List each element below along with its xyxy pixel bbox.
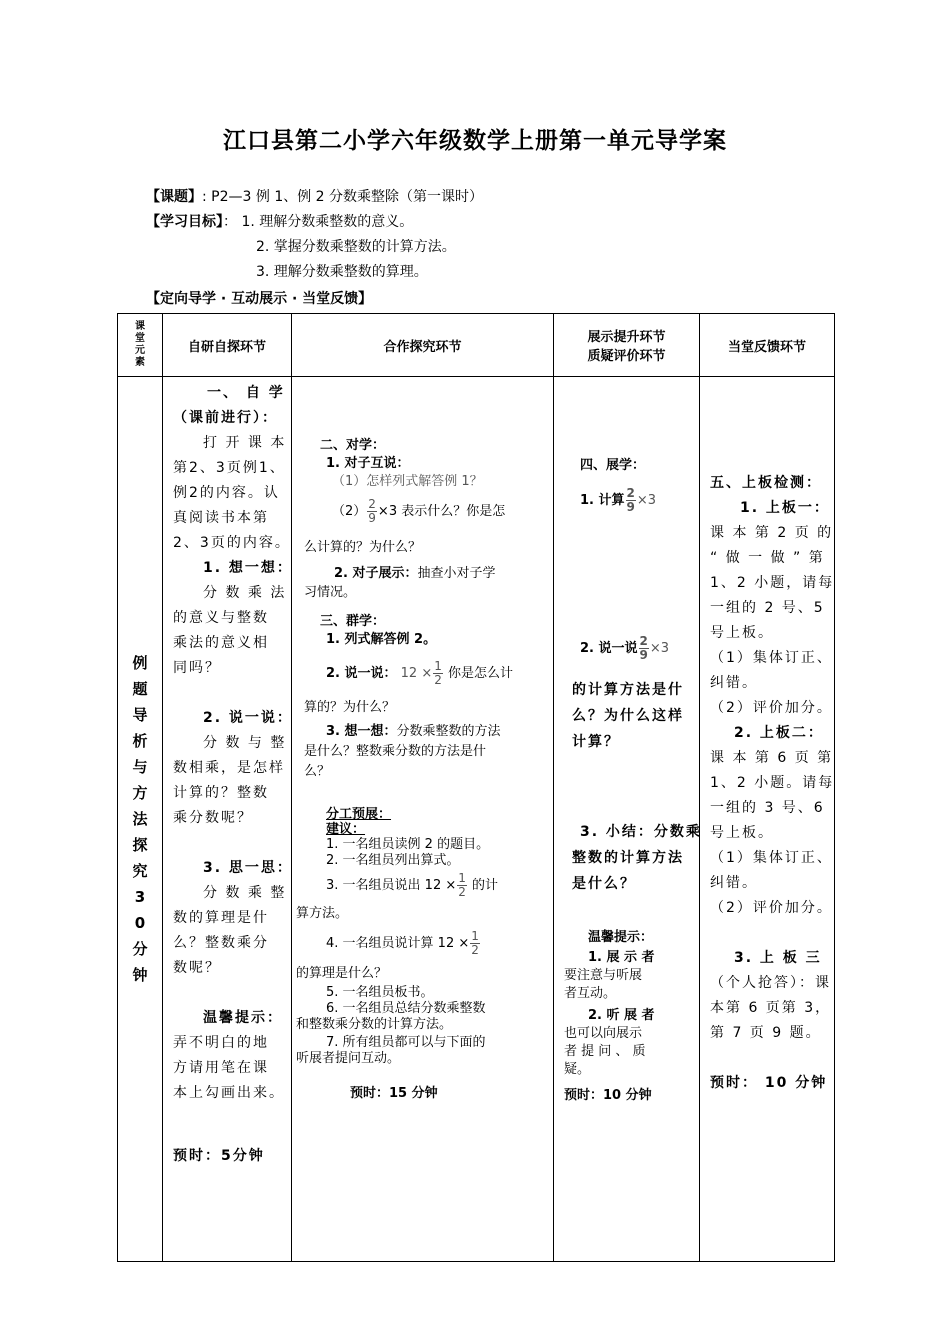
feedback-line: 课 本 第 6 页 第 [710,750,834,766]
self-study-line: 例2的内容。认 [173,485,280,501]
display-tip-1: 1. 展 示 者 [588,950,655,965]
col-cooperative-content [292,377,553,1261]
division-title: 分工预展： [326,807,392,822]
self-study-line: （课前进行）： [173,410,278,426]
step-6: 6. 一名组员总结分数乘整数 [326,1001,486,1016]
fraction-two-ninths: $\frac{2}{9}$ [368,497,376,525]
step-7-cont: 听展者提问互动。 [296,1051,401,1066]
col-display-content [554,377,702,1261]
header-class-elements: 课堂元素 [118,314,163,377]
display-heading: 四、展学： [580,458,646,473]
self-study-line: 计算的？整数 [173,785,269,801]
self-study-line: 分 数 乘 整 [203,885,287,901]
col-feedback-content [700,377,834,1261]
header-feedback: 当堂反馈环节 [700,314,835,377]
col-cooperative [292,377,554,1262]
self-study-line: 弄不明白的地 [173,1035,269,1051]
display-item-3: 3. 小结：分数乘 [580,824,702,840]
header-display-line2: 质疑评价环节 [587,349,666,364]
topic-line [146,187,483,207]
self-study-line: 乘分数呢？ [173,810,253,826]
goal-2: 2. 掌握分数乘整数的计算方法。 [256,239,456,255]
display-item-3-c2: 是什么？ [572,876,636,892]
feedback-line: 2. 上板二： [734,725,824,741]
display-item-2-c2: 么？为什么这样 [572,708,684,724]
feedback-line: 纠错。 [710,875,758,891]
question-2: （2） $\frac{2}{9}$ ×3 表示什么？你是怎 [332,497,506,525]
col-display [554,377,700,1262]
self-study-line: 一、 自 学 [207,385,285,401]
step-3: 3. 一名组员说出 12 × $\frac{1}{2}$ 的计 [326,871,499,899]
table-header-row [118,314,835,377]
self-study-line: 的意义与整数 [173,610,269,626]
display-item-3-c1: 整数的计算方法 [572,850,684,866]
self-study-line: 温馨提示： [203,1010,283,1026]
group-item-3: 3. 想一想：分数乘整数的方法 [326,724,501,739]
display-tip-heading: 温馨提示： [588,930,654,945]
fraction-half: $\frac{1}{2}$ [471,929,479,957]
header-display-line1: 展示提升环节 [587,330,666,345]
feedback-line: 纠错。 [710,675,758,691]
fraction-two-ninths: $\frac{2}{9}$ [639,634,648,662]
fraction-half: $\frac{1}{2}$ [458,871,466,899]
feedback-line: 号上板。 [710,625,774,641]
question-2-cont: 么计算的？为什么？ [304,540,422,555]
display-item-2-c3: 计算？ [572,734,620,750]
row-label-text: 例题导析与方法探究30分钟 [132,654,148,984]
topic-value: : P2—3 例 1、例 2 分数乘整除（第一课时） [202,189,484,205]
group-item-3-cont1: 是什么？整数乘分数的方法是什 [304,744,487,759]
pair-show: 2. 对子展示：抽查小对子学 [334,566,496,581]
self-study-line: 2. 说一说： [203,710,293,726]
feedback-line: 第 7 页 9 题。 [710,1025,822,1041]
feedback-line: （个人抢答）：课 [710,975,831,991]
self-study-line: 方请用笔在课 [173,1060,269,1076]
group-item-2-cont: 算的？为什么？ [304,700,396,715]
self-study-line: 同吗？ [173,660,221,676]
header-display [554,314,700,377]
fraction-half: $\frac{1}{2}$ [434,659,442,687]
display-tip-2: 2. 听 展 者 [588,1008,655,1023]
self-study-line: 3. 思一思： [203,860,293,876]
self-study-line: 分 数 与 整 [203,735,287,751]
self-study-line: 数的算理是什 [173,910,269,926]
goals-line-1 [146,212,413,232]
display-item-2: 2. 说一说 $\frac{2}{9}$ ×3 [580,634,670,662]
feedback-line: 本第 6 页第 3， [710,1000,832,1016]
feedback-line: 一组的 3 号、6 [710,800,825,816]
step-4-cont: 的算理是什么？ [296,966,388,981]
step-7: 7. 所有组员都可以与下面的 [326,1035,486,1050]
step-5: 5. 一名组员板书。 [326,985,434,1000]
pair-study-heading: 二、对学： [320,438,386,453]
display-item-1: 1. 计算 $\frac{2}{9}$ ×3 [580,486,657,514]
goals-label: 【学习目标】 [146,214,223,230]
display-tip-2-c2: 者 提 问 、 质 [564,1044,646,1059]
section-label: 【定向导学 · 互动展示 · 当堂反馈】 [146,291,373,307]
doc-title: 江口县第二小学六年级数学上册第一单元导学案 [223,128,727,154]
self-study-line: 数相乘，是怎样 [173,760,285,776]
display-tip-2-c3: 疑。 [564,1062,591,1077]
self-study-line: 数呢？ [173,960,221,976]
row-label [118,377,163,1262]
fraction-two-ninths: $\frac{2}{9}$ [626,486,635,514]
feedback-line: 五、上板检测： [710,475,822,491]
feedback-line: （2）评价加分。 [710,700,833,716]
display-tip-1-c1: 要注意与听展 [564,968,643,983]
topic-label: 【课题】 [146,189,202,205]
self-study-line: 打 开 课 本 [203,435,287,451]
step-6-cont: 和整数乘分数的计算方法。 [296,1017,453,1032]
feedback-line: 1. 上板一： [740,500,830,516]
feedback-line: 1、2 小题，请每 [710,575,835,591]
feedback-line: 号上板。 [710,825,774,841]
display-tip-1-c2: 者互动。 [564,986,617,1001]
header-cooperative: 合作探究环节 [292,314,554,377]
feedback-line: 1、2 小题。请每 [710,775,835,791]
feedback-line: 课 本 第 2 页 的 [710,525,834,541]
goal-1: ： 1. 理解分数乘整数的意义。 [223,214,414,230]
display-item-2-c1: 的计算方法是什 [572,682,684,698]
feedback-line: （1）集体订正、 [710,850,833,866]
group-item-3-cont2: 么？ [304,764,331,779]
pair-show-cont: 习情况。 [304,585,357,600]
col-self-study-content [163,377,291,1261]
group-item-2: 2. 说一说： 12 × $\frac{1}{2}$ 你是怎么计 [326,659,514,687]
division-subtitle: 建议： [326,822,366,837]
header-self-study: 自研自探环节 [163,314,292,377]
pair-talk-heading: 1. 对子互说： [326,456,410,471]
group-item-1: 1. 列式解答例 2。 [326,632,437,647]
self-study-line: 乘法的意义相 [173,635,269,651]
self-study-line: 预时：5分钟 [173,1148,265,1164]
self-study-line: 么？整数乘分 [173,935,269,951]
col-self-study [163,377,292,1262]
feedback-line: （2）评价加分。 [710,900,833,916]
goal-3: 3. 理解分数乘整数的算理。 [256,264,428,280]
step-4: 4. 一名组员说计算 12 × $\frac{1}{2}$ [326,929,479,957]
self-study-line: 本上勾画出来。 [173,1085,285,1101]
table-body-row [118,377,835,1262]
col2-time: 预时：15 分钟 [350,1086,438,1101]
step-2: 2. 一名组员列出算式。 [326,853,460,868]
col-feedback [700,377,835,1262]
self-study-line: 分 数 乘 法 [203,585,287,601]
self-study-line: 2、3页的内容。 [173,535,291,551]
display-tip-2-c1: 也可以向展示 [564,1026,643,1041]
feedback-line: 3. 上 板 三 [734,950,822,966]
self-study-line: 真阅读书本第 [173,510,269,526]
lesson-table [117,313,835,1262]
feedback-line: 一组的 2 号、5 [710,600,825,616]
self-study-line: 1. 想一想： [203,560,293,576]
group-study-heading: 三、群学： [320,614,386,629]
question-1: （1）怎样列式解答例 1？ [332,474,483,489]
step-1: 1. 一名组员读例 2 的题目。 [326,837,490,852]
step-3-cont: 算方法。 [296,906,349,921]
col3-time: 预时：10 分钟 [564,1088,652,1103]
self-study-line: 第2、3页例1、 [173,460,286,476]
feedback-line: “ 做 一 做 ” 第 [710,550,825,566]
feedback-line: 预时： 10 分钟 [710,1075,828,1091]
feedback-line: （1）集体订正、 [710,650,833,666]
